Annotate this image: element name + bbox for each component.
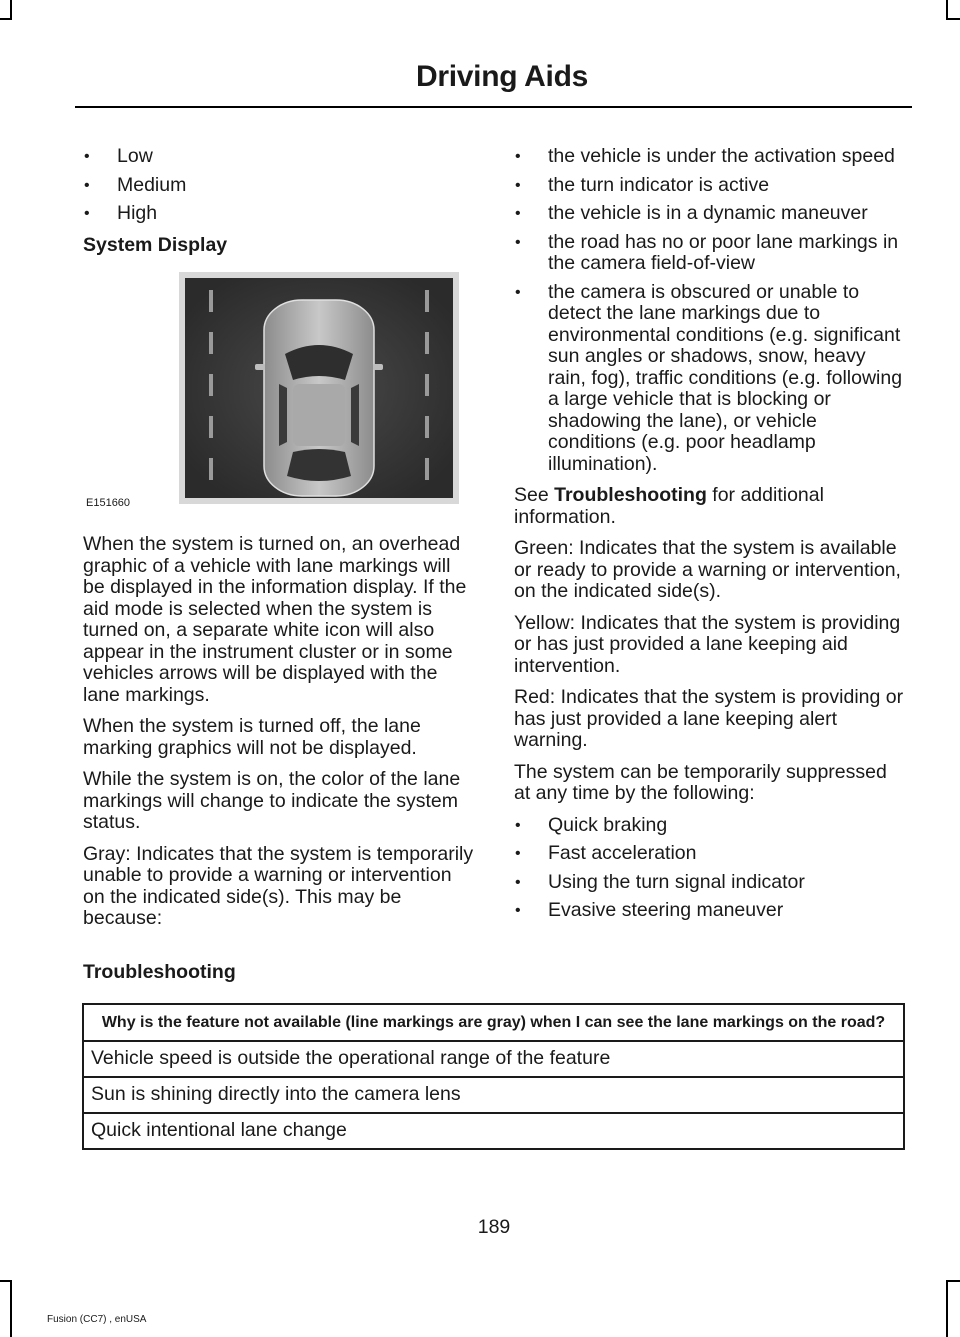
lane-display-figure (83, 272, 475, 522)
paragraph: When the system is turned off, the lane marking graphics will not be displayed. (83, 715, 421, 759)
crop-mark (0, 1280, 12, 1282)
see-prefix: See (514, 484, 555, 506)
footer-meta: Fusion (CC7) , enUSA (47, 1314, 147, 1325)
list-item: • Medium (83, 175, 475, 197)
paragraph: While the system is on, the color of the lane markings will change to indicate the system status. (83, 768, 461, 833)
crop-mark (10, 0, 12, 20)
page-title: Driving Aids (416, 60, 588, 93)
sensitivity-list (83, 146, 475, 225)
table-cell: Sun is shining directly into the camera lens (83, 1077, 904, 1113)
list-item: • Low (83, 146, 475, 168)
table-row (83, 1077, 904, 1113)
crop-mark (946, 18, 960, 20)
troubleshooting-link[interactable]: Troubleshooting (554, 484, 707, 506)
crop-mark (10, 1280, 12, 1337)
paragraph: Gray: Indicates that the system is temporarily unable to provide a warning or intervention on the indicated side(s). This may be because: (83, 842, 474, 929)
crop-mark (0, 18, 12, 20)
table-row (83, 1041, 904, 1077)
left-column (83, 146, 475, 940)
paragraph: The system can be temporarily suppressed at any time by the following: (514, 760, 887, 804)
crop-mark (946, 1280, 948, 1337)
list-item: • the road has no or poor lane markings in the camera field-of-view (514, 232, 908, 275)
page-number: 189 (477, 1216, 511, 1238)
car-lane-illustration (179, 272, 459, 504)
header-rule (75, 106, 912, 108)
crop-mark (946, 1280, 960, 1282)
list-item: • the vehicle is in a dynamic maneuver (514, 203, 908, 225)
troubleshooting-heading: Troubleshooting (83, 961, 236, 983)
list-item: • Quick braking (514, 815, 908, 837)
table-header-row (83, 1004, 904, 1041)
gray-reasons-list (514, 146, 908, 475)
see-suffix: for additional information. (514, 484, 824, 528)
paragraph: Green: Indicates that the system is available or ready to provide a warning or intervention, on the indicated side(s). (514, 537, 901, 602)
table-header: Why is the feature not available (line markings are gray) when I can see the lane markings on the road? (83, 1004, 904, 1041)
table-row (83, 1113, 904, 1149)
system-display-heading: System Display (83, 233, 228, 256)
right-column (514, 146, 908, 932)
paragraph: When the system is turned on, an overhead graphic of a vehicle with lane markings will be displayed in the information display. If the aid mode is selected when the system is turned on, a separate white icon will also appear in the instrument cluster or in some vehicles arrows will be displayed with the lane markings. (83, 533, 467, 706)
list-item: • Using the turn signal indicator (514, 872, 908, 894)
suppress-list (514, 815, 908, 922)
list-item: • Fast acceleration (514, 843, 908, 865)
list-item: • the vehicle is under the activation speed (514, 146, 908, 168)
troubleshooting-table (82, 1003, 905, 1150)
see-reference (514, 485, 908, 528)
table-cell: Vehicle speed is outside the operational range of the feature (83, 1041, 904, 1077)
paragraph: Yellow: Indicates that the system is providing or has just provided a lane keeping aid intervention. (514, 611, 901, 677)
figure-code: E151660 (86, 496, 131, 509)
list-item: • Evasive steering maneuver (514, 900, 908, 922)
paragraph: Red: Indicates that the system is providing or has just provided a lane keeping alert warning. (514, 686, 904, 751)
list-item: • High (83, 203, 475, 225)
table-cell: Quick intentional lane change (83, 1113, 904, 1149)
crop-mark (946, 0, 948, 20)
list-item: • the camera is obscured or unable to detect the lane markings due to environmental conditions (e.g. significant sun angles or shadows, snow, heavy rain, fog), traffic conditions (e.g. following a large vehicle that is blocking or shadowing the lane), or vehicle conditions (e.g. poor headlamp illumination). (514, 282, 908, 476)
list-item: • the turn indicator is active (514, 175, 908, 197)
